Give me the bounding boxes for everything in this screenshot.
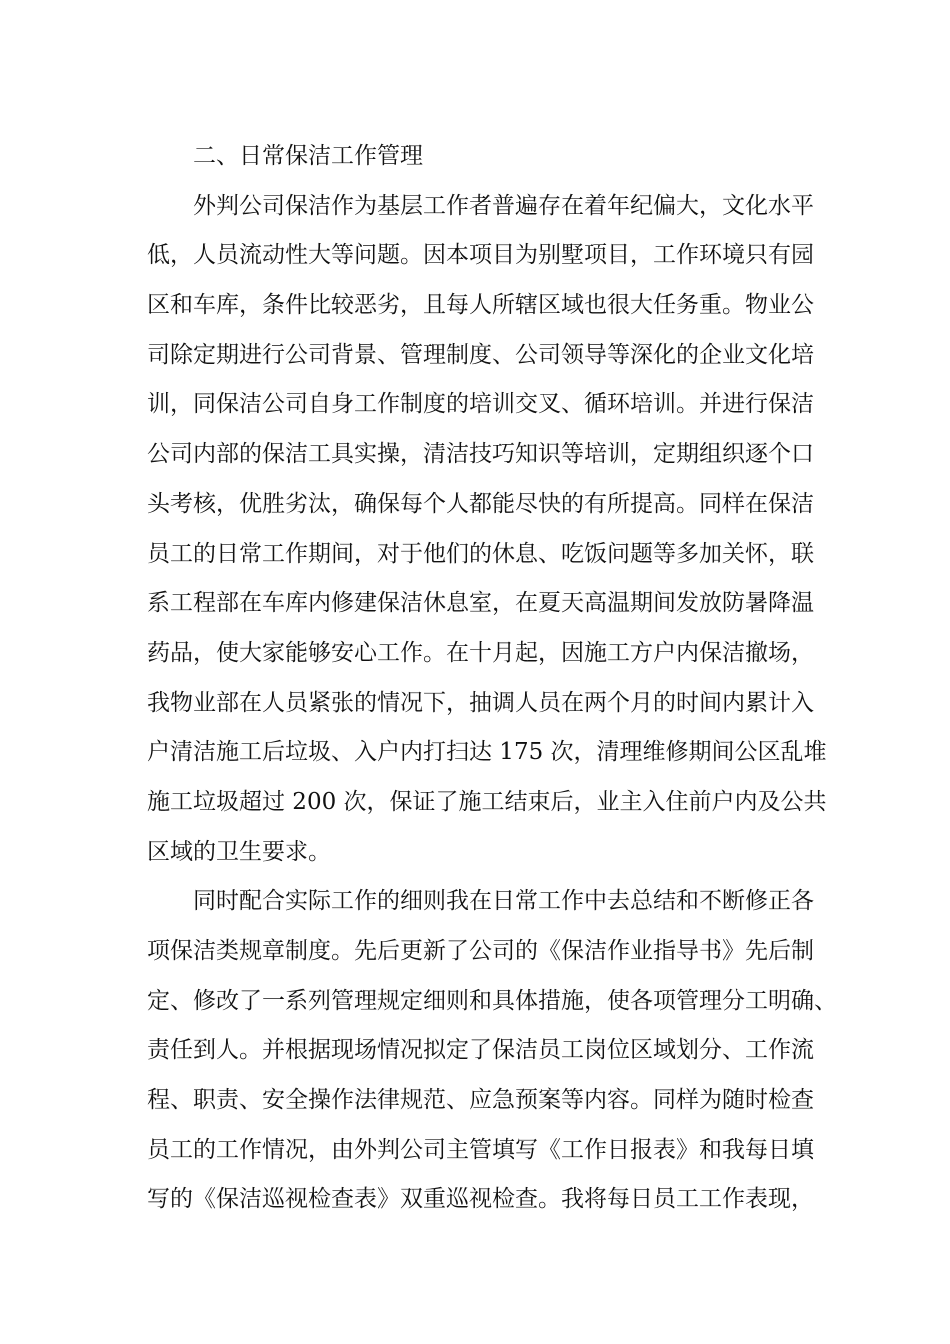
paragraph-line: 写的《保洁巡视检查表》双重巡视检查。我将每日员工工作表现， xyxy=(147,1186,814,1213)
paragraph-line: 药品，使大家能够安心工作。在十月起，因施工方户内保洁撤场， xyxy=(147,639,814,666)
paragraph-line: 项保洁类规章制度。先后更新了公司的《保洁作业指导书》先后制 xyxy=(147,938,814,964)
paragraph-line: 同时配合实际工作的细则我在日常工作中去总结和不断修正各 xyxy=(193,888,814,915)
paragraph-line: 训，同保洁公司自身工作制度的培训交叉、循环培训。并进行保洁 xyxy=(147,391,814,418)
paragraph-line: 系工程部在车库内修建保洁休息室，在夏天高温期间发放防暑降温 xyxy=(147,590,814,617)
paragraph-line: 责任到人。并根据现场情况拟定了保洁员工岗位区域划分、工作流 xyxy=(147,1037,814,1064)
document-body xyxy=(147,132,837,1225)
paragraph-line: 头考核，优胜劣汰，确保每个人都能尽快的有所提高。同样在保洁 xyxy=(147,490,814,517)
paragraph-line: 户清洁施工后垃圾、入户内打扫达 175 次，清理维修期间公区乱堆 xyxy=(147,739,827,766)
paragraph-2 xyxy=(147,877,837,1225)
paragraph-line: 员工的工作情况，由外判公司主管填写《工作日报表》和我每日填 xyxy=(147,1136,814,1163)
paragraph-line: 区和车库，条件比较恶劣，且每人所辖区域也很大任务重。物业公 xyxy=(147,292,814,319)
paragraph-line: 定、修改了一系列管理规定细则和具体措施，使各项管理分工明确、 xyxy=(147,987,837,1014)
paragraph-line: 外判公司保洁作为基层工作者普遍存在着年纪偏大，文化水平 xyxy=(193,192,814,219)
paragraph-line: 公司内部的保洁工具实操，清洁技巧知识等培训，定期组织逐个口 xyxy=(147,441,814,468)
paragraph-line: 低，人员流动性大等问题。因本项目为别墅项目，工作环境只有园 xyxy=(147,242,814,269)
paragraph-line: 区域的卫生要求。 xyxy=(147,838,331,865)
paragraph-line: 施工垃圾超过 200 次，保证了施工结束后，业主入住前户内及公共 xyxy=(147,788,827,815)
paragraph-1 xyxy=(147,182,837,878)
paragraph-line: 我物业部在人员紧张的情况下，抽调人员在两个月的时间内累计入 xyxy=(147,689,814,716)
paragraph-line: 员工的日常工作期间，对于他们的休息、吃饭问题等多加关怀，联 xyxy=(147,540,814,567)
paragraph-line: 程、职责、安全操作法律规范、应急预案等内容。同样为随时检查 xyxy=(147,1087,814,1114)
paragraph-line: 司除定期进行公司背景、管理制度、公司领导等深化的企业文化培 xyxy=(147,341,814,368)
section-heading: 二、日常保洁工作管理 xyxy=(193,143,423,169)
